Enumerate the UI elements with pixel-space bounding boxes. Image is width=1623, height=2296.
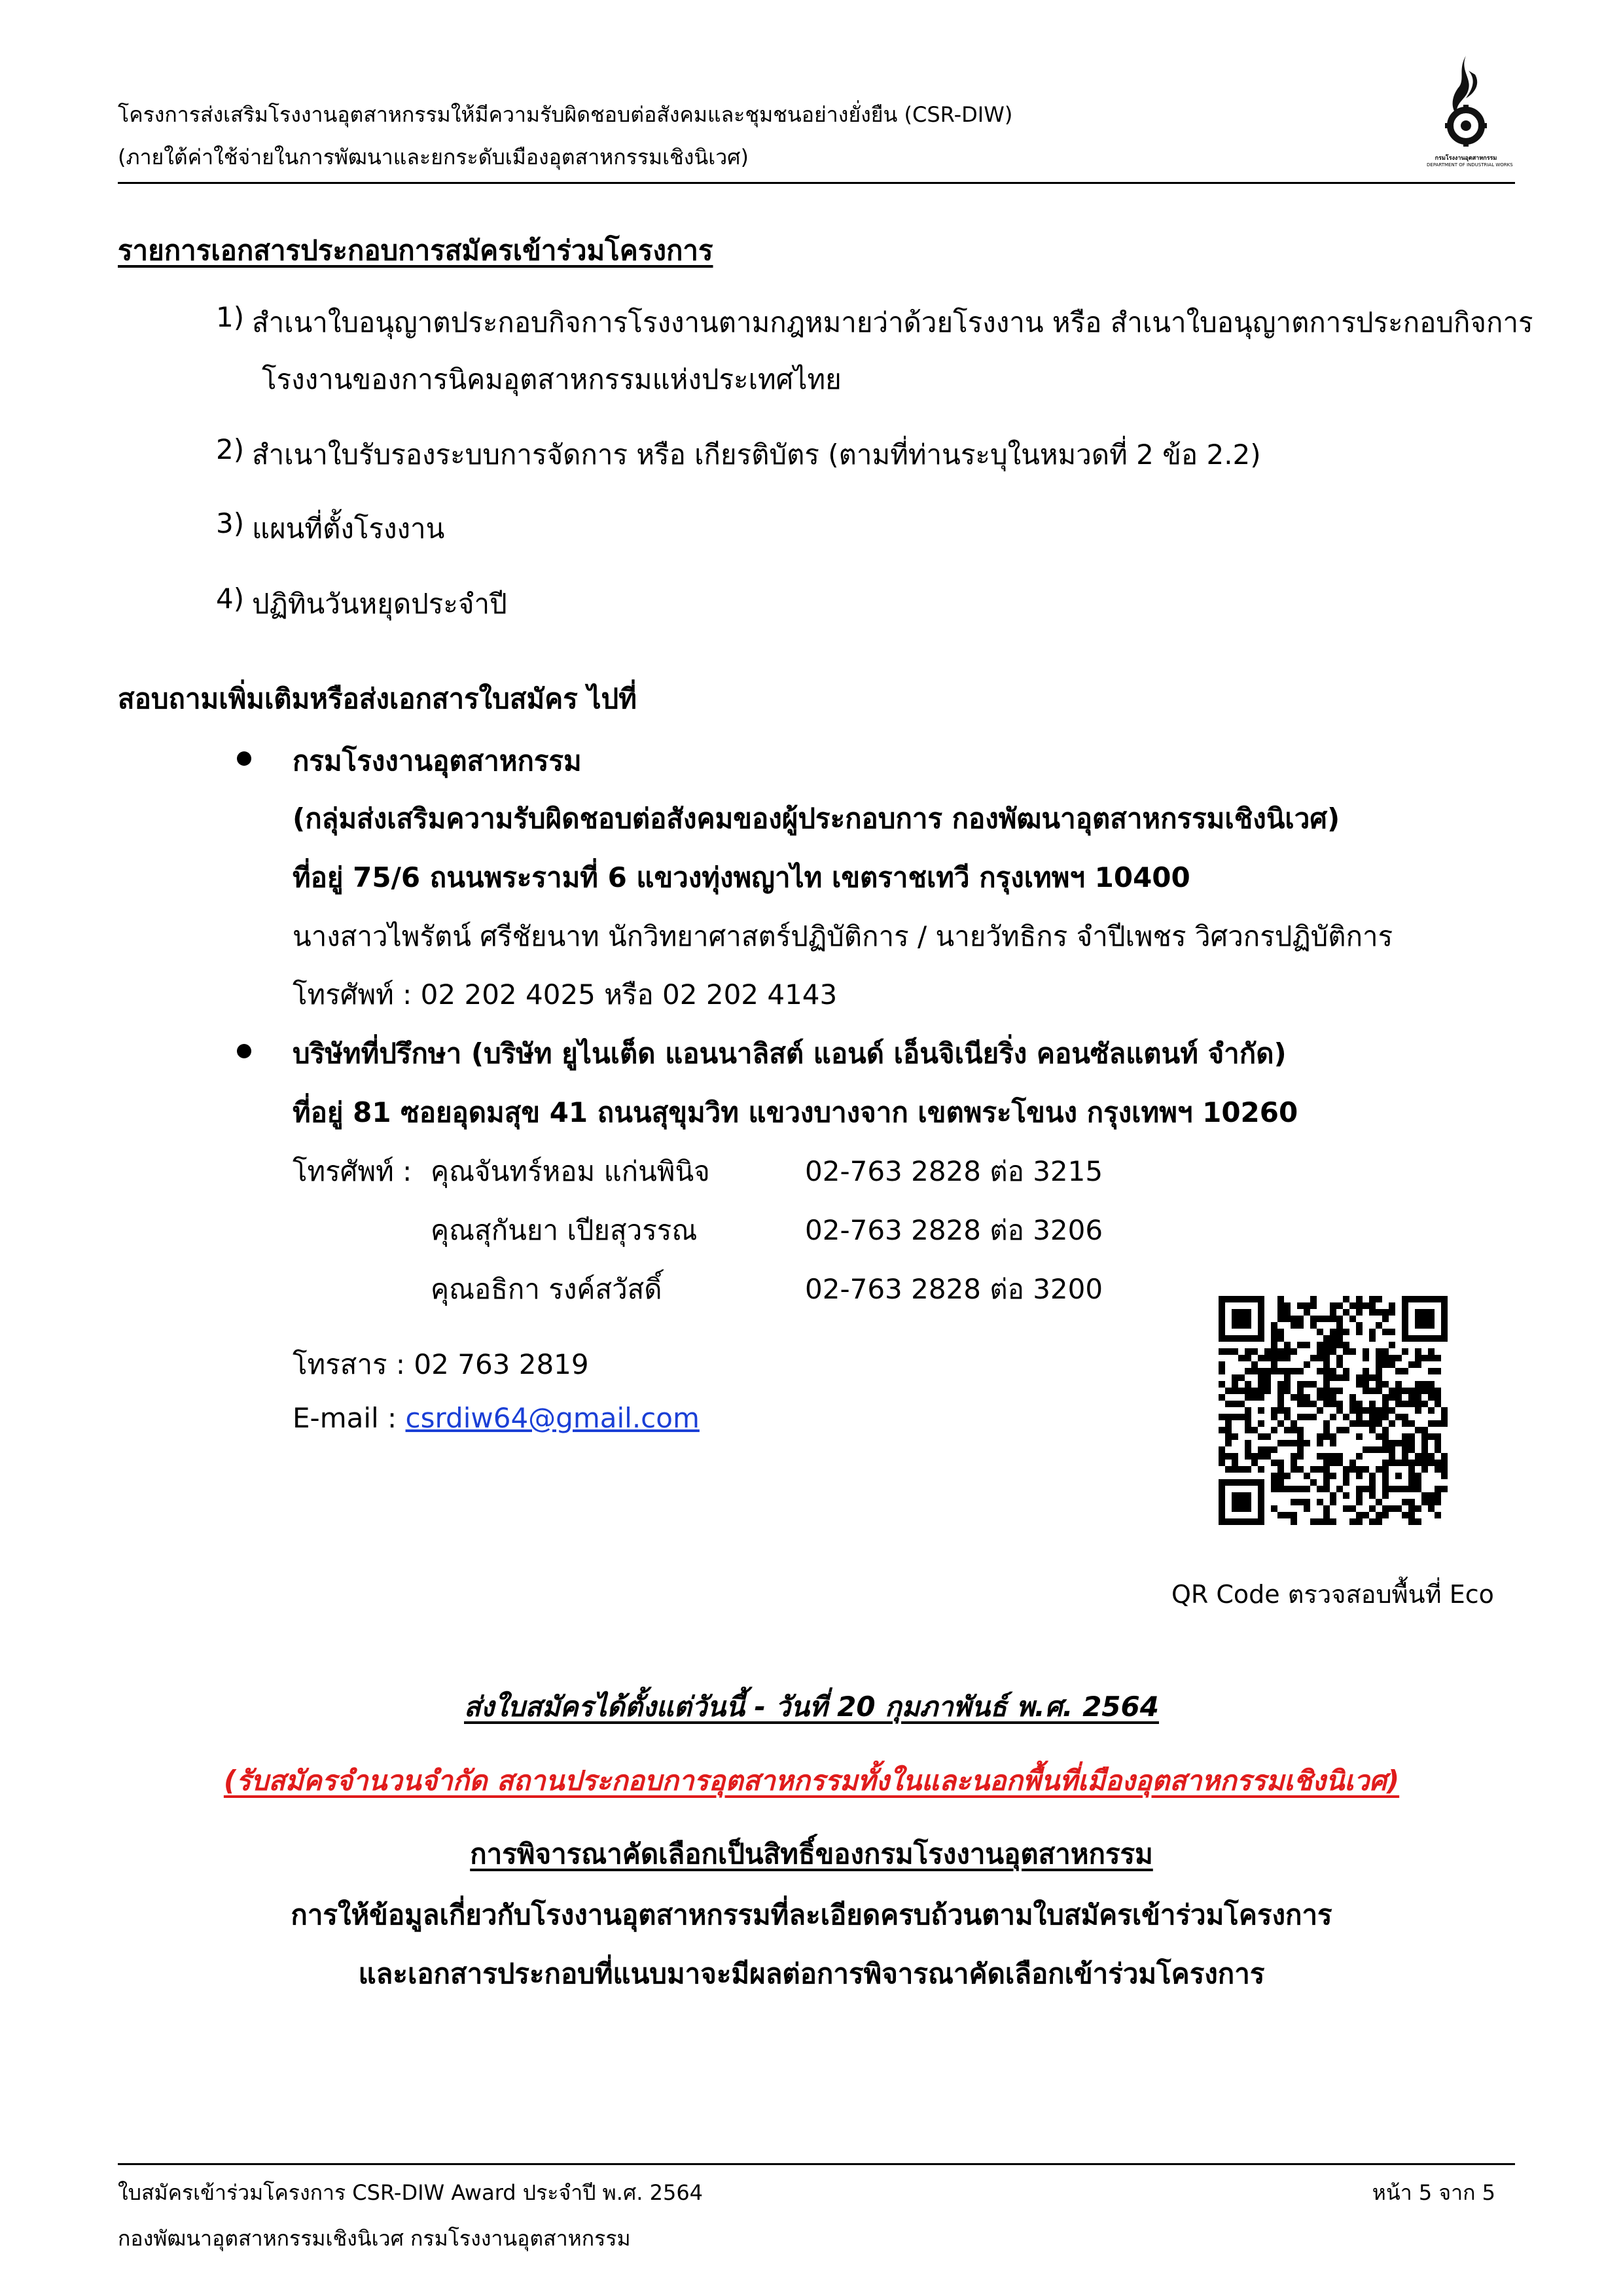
selection-right: การพิจารณาคัดเลือกเป็นสิทธิ์ของกรมโรงงานอุตสาหกรรม xyxy=(470,1838,1153,1870)
diw-logo-icon xyxy=(1427,52,1505,151)
qr-caption: QR Code ตรวจสอบพื้นที่ Eco xyxy=(1171,1580,1494,1609)
limited-notice: (รับสมัครจำนวนจำกัด สถานประกอบการอุตสาหกรรมทั้งในและนอกพื้นที่เมืองอุตสาหกรรมเชิงนิเวศ) xyxy=(223,1765,1400,1797)
consultant-fax: โทรสาร : 02 763 2819 xyxy=(293,1348,589,1380)
consultant-phone-label: โทรศัพท์ : xyxy=(293,1155,412,1187)
doc-item-4-num: 4) xyxy=(216,583,245,615)
doc-item-2-num: 2) xyxy=(216,433,245,465)
notice-line-2: และเอกสารประกอบที่แนบมาจะมีผลต่อการพิจารณาคัดเลือกเข้าร่วมโครงการ xyxy=(358,1958,1265,1990)
footer-left-2: กองพัฒนาอุตสาหกรรมเชิงนิเวศ กรมโรงงานอุตสาหกรรม xyxy=(118,2226,631,2251)
consultant-name: บริษัทที่ปรึกษา (บริษัท ยูไนเต็ด แอนนาลิสต์ แอนด์ เอ็นจิเนียริ่ง คอนซัลแตนท์ จำกัด) xyxy=(293,1037,1287,1069)
documents-title: รายการเอกสารประกอบการสมัครเข้าร่วมโครงการ xyxy=(118,234,713,266)
doc-item-2-line1: สำเนาใบรับรองระบบการจัดการ หรือ เกียรติบัตร (ตามที่ท่านระบุในหมวดที่ 2 ข้อ 2.2) xyxy=(252,439,1261,471)
footer-rule xyxy=(118,2163,1515,2165)
doc-item-3-line1: แผนที่ตั้งโรงงาน xyxy=(252,512,445,545)
contact-1-phone: 02-763 2828 ต่อ 3215 xyxy=(805,1155,1103,1187)
footer-left-1: ใบสมัครเข้าร่วมโครงการ CSR-DIW Award ประจำปี พ.ศ. 2564 xyxy=(118,2180,704,2205)
notice-line-1: การให้ข้อมูลเกี่ยวกับโรงงานอุตสาหกรรมที่ละเอียดครบถ้วนตามใบสมัครเข้าร่วมโครงการ xyxy=(291,1899,1332,1931)
logo-caption-en: DEPARTMENT OF INDUSTRIAL WORKS xyxy=(1427,162,1513,168)
footer-page: หน้า 5 จาก 5 xyxy=(1372,2180,1495,2205)
dept-name: กรมโรงงานอุตสาหกรรม xyxy=(293,745,582,777)
doc-item-1-num: 1) xyxy=(216,301,245,333)
dept-staff: นางสาวไพรัตน์ ศรีชัยนาท นักวิทยาศาสตร์ปฏิบัติการ / นายวัทธิกร จำปีเพชร วิศวกรปฏิบัติการ xyxy=(293,920,1393,952)
contact-3-name: คุณอธิกา รงค์สวัสดิ์ xyxy=(431,1273,662,1305)
contact-1-name: คุณจันทร์หอม แก่นพินิจ xyxy=(431,1155,710,1187)
bullet-icon xyxy=(237,1044,251,1058)
contact-3-phone: 02-763 2828 ต่อ 3200 xyxy=(805,1273,1103,1305)
consultant-address: ที่อยู่ 81 ซอยอุดมสุข 41 ถนนสุขุมวิท แขวงบางจาก เขตพระโขนง กรุงเทพฯ 10260 xyxy=(293,1096,1298,1128)
header-rule xyxy=(118,182,1515,184)
consultant-email-row xyxy=(293,1402,700,1434)
diw-logo xyxy=(1427,52,1513,180)
doc-item-1-line2: โรงงานของการนิคมอุตสาหกรรมแห่งประเทศไทย xyxy=(262,363,842,395)
logo-caption: กรมโรงงานอุตสาหกรรม xyxy=(1435,155,1497,162)
bullet-icon xyxy=(237,751,251,766)
deadline-notice: ส่งใบสมัครได้ตั้งแต่วันนี้ - วันที่ 20 กุมภาพันธ์ พ.ศ. 2564 xyxy=(464,1691,1159,1723)
dept-phone: โทรศัพท์ : 02 202 4025 หรือ 02 202 4143 xyxy=(293,978,838,1011)
contact-2-phone: 02-763 2828 ต่อ 3206 xyxy=(805,1214,1103,1246)
doc-item-4-line1: ปฏิทินวันหยุดประจำปี xyxy=(252,588,507,620)
qr-code-icon xyxy=(1219,1296,1448,1525)
contact-2-name: คุณสุกันยา เปียสุวรรณ xyxy=(431,1214,698,1246)
header-line-1: โครงการส่งเสริมโรงงานอุตสาหกรรมให้มีความรับผิดชอบต่อสังคมและชุมชนอย่างยั่งยืน (CSR-DIW) xyxy=(118,102,1013,127)
email-link[interactable]: csrdiw64@gmail.com xyxy=(405,1402,700,1434)
email-label: E-mail : xyxy=(293,1402,406,1434)
dept-unit: (กลุ่มส่งเสริมความรับผิดชอบต่อสังคมของผู้ประกอบการ กองพัฒนาอุตสาหกรรมเชิงนิเวศ) xyxy=(293,802,1340,834)
qr-code xyxy=(1219,1296,1448,1525)
contact-title: สอบถามเพิ่มเติมหรือส่งเอกสารใบสมัคร ไปที่ xyxy=(118,683,637,715)
dept-address: ที่อยู่ 75/6 ถนนพระรามที่ 6 แขวงทุ่งพญาไท เขตราชเทวี กรุงเทพฯ 10400 xyxy=(293,861,1190,893)
doc-item-3-num: 3) xyxy=(216,507,245,539)
doc-item-1-line1: สำเนาใบอนุญาตประกอบกิจการโรงงานตามกฎหมายว่าด้วยโรงงาน หรือ สำเนาใบอนุญาตการประกอบกิจการ xyxy=(252,306,1533,338)
header-line-2: (ภายใต้ค่าใช้จ่ายในการพัฒนาและยกระดับเมืองอุตสาหกรรมเชิงนิเวศ) xyxy=(118,145,749,170)
